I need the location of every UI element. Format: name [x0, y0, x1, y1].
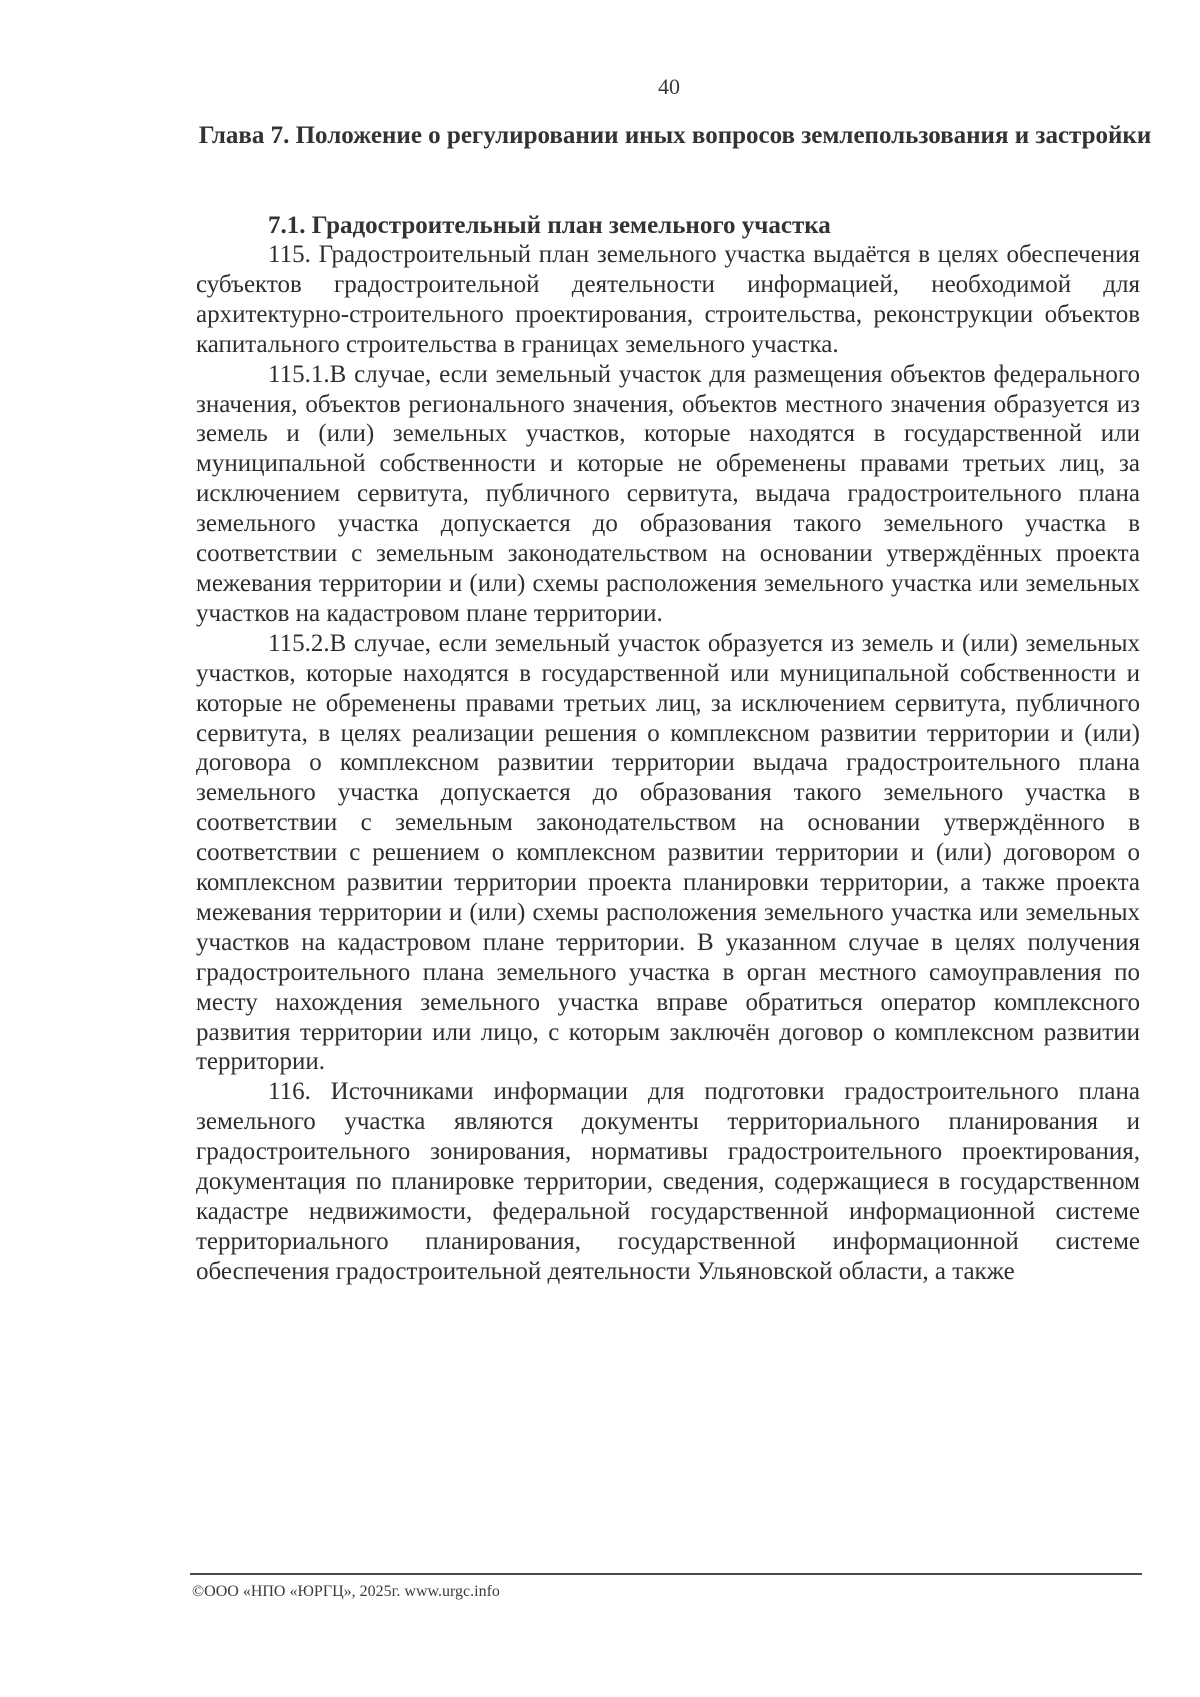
document-body: [196, 240, 1140, 1287]
paragraph-116: 116. Источниками информации для подготовки градостроительного плана земельного участка являются документы территориального планирования и градостроительного зонирования, нормативы градостроительного проектирования, документация по планировке территории, сведения, содержащиеся в государственном кадастре недвижимости, федеральной государственной информационной системе территориального планирования, государственной информационной системе обеспечения градостроительной деятельности Ульяновской области, а также: [196, 1078, 1140, 1285]
footer-divider: [190, 1573, 1142, 1575]
chapter-title: Глава 7. Положение о регулировании иных вопросов землепользования и застройки: [198, 122, 1152, 149]
paragraph-115-2: 115.2.В случае, если земельный участок образуется из земель и (или) земельных участков, которые находятся в государственной или муниципальной собственности и которые не обременены правами третьих лиц, за исключением сервитута, публичного сервитута, в целях реализации решения о комплексном развитии территории и (или) договора о комплексном развитии территории выдача градостроительного плана земельного участка допускается до образования такого земельного участка в соответствии с земельным законодательством на основании утверждённого в соответствии с решением о комплексном развитии территории и (или) договором о комплексном развитии территории проекта планировки территории, а также проекта межевания территории и (или) схемы расположения земельного участка или земельных участков на кадастровом плане территории. В указанном случае в целях получения градостроительного плана земельного участка в орган местного самоуправления по месту нахождения земельного участка вправе обратиться оператор комплексного развития территории или лицо, с которым заключён договор о комплексном развитии территории.: [196, 629, 1140, 1076]
paragraph-115-1: 115.1.В случае, если земельный участок для размещения объектов федерального значения, объектов регионального значения, объектов местного значения образуется из земель и (или) земельных участков, которые находятся в государственной или муниципальной собственности и которые не обременены правами третьих лиц, за исключением сервитута, публичного сервитута, выдача градостроительного плана земельного участка допускается до образования такого земельного участка в соответствии с земельным законодательством на основании утверждённых проекта межевания территории и (или) схемы расположения земельного участка или земельных участков на кадастровом плане территории.: [196, 360, 1140, 627]
footer-copyright: ©ООО «НПО «ЮРГЦ», 2025г. www.urgc.info: [192, 1583, 500, 1600]
paragraph-115: 115. Градостроительный план земельного участка выдаётся в целях обеспечения субъектов градостроительной деятельности информацией, необходимой для архитектурно-строительного проектирования, строительства, реконструкции объектов капитального строительства в границах земельного участка.: [196, 241, 1140, 358]
section-title: 7.1. Градостроительный план земельного участка: [268, 212, 831, 239]
page-number: 40: [658, 74, 680, 99]
